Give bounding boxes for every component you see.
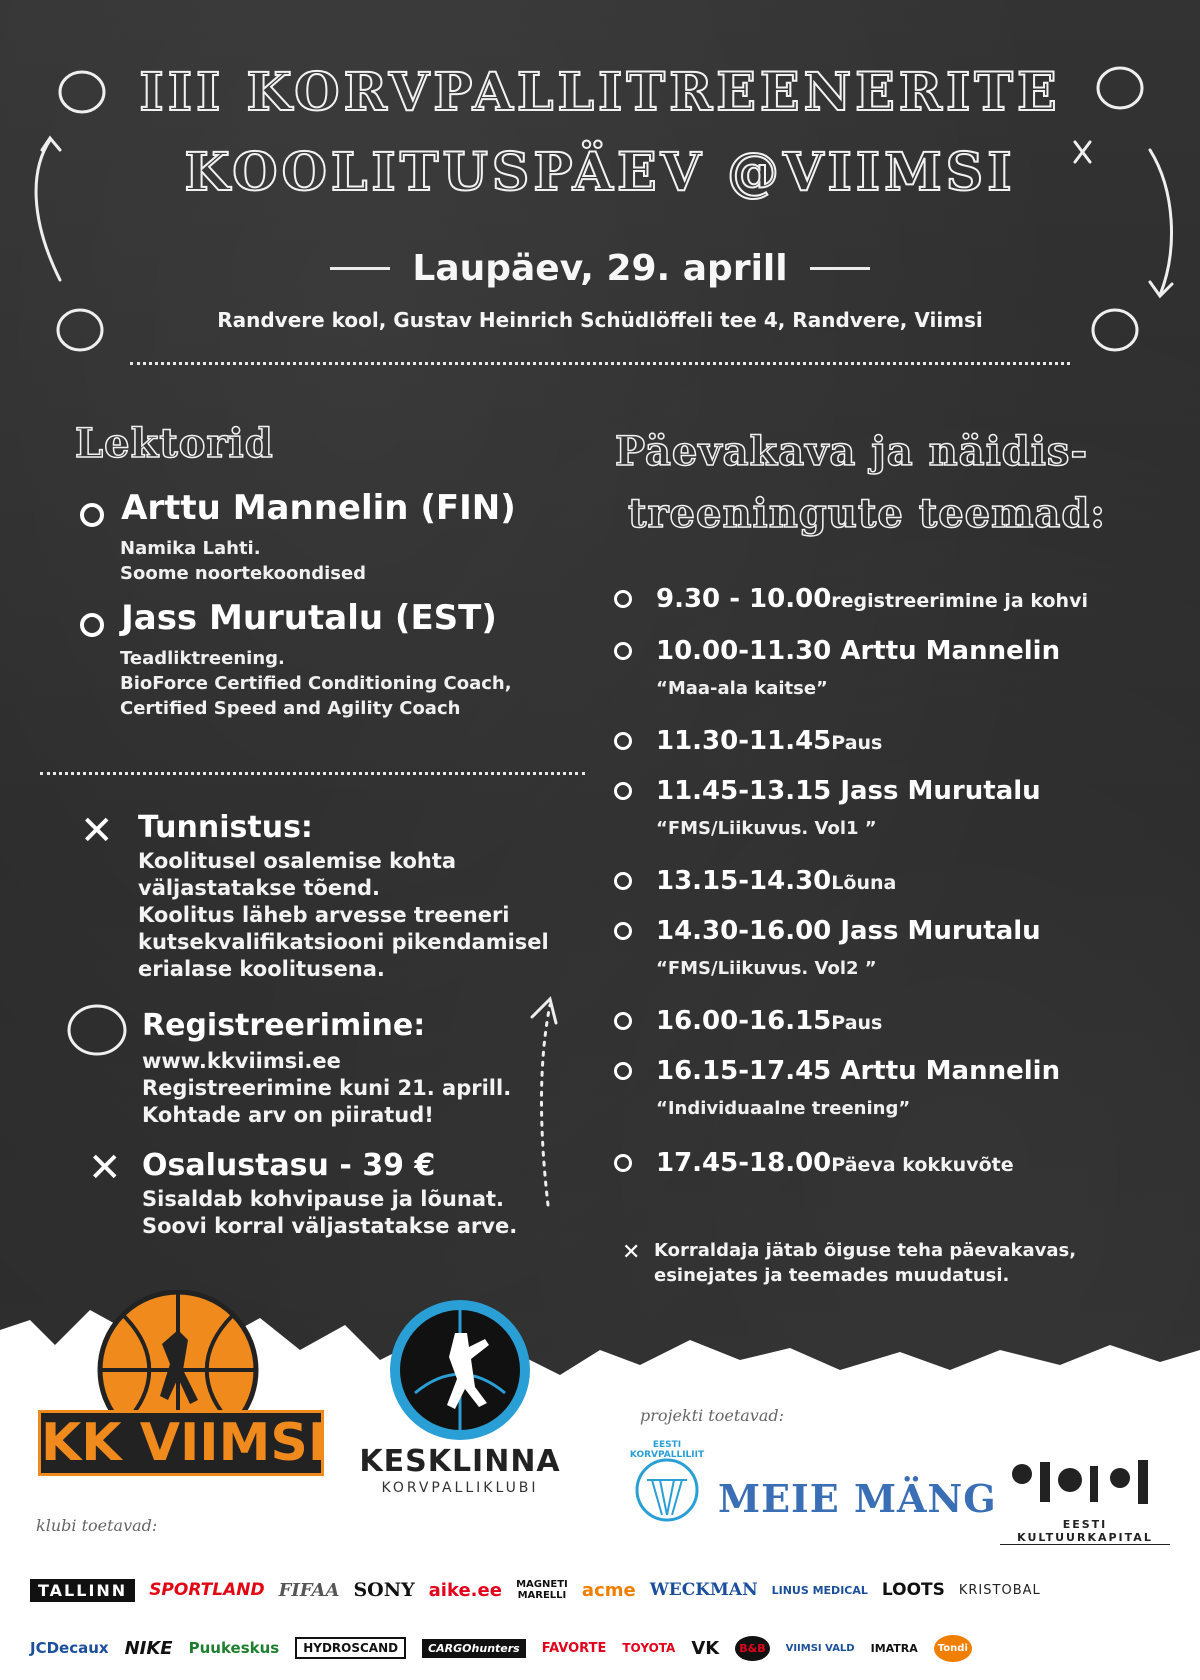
sponsor-logo[interactable]: LINUS MEDICAL <box>771 1583 868 1597</box>
ekl-name: EESTI KORVPALLILIIT <box>629 1440 705 1460</box>
lecturer-2-desc <box>120 646 512 721</box>
sponsor-logo[interactable]: LOOTS <box>881 1580 945 1600</box>
schedule-activity: Lõuna <box>831 872 897 894</box>
kesklinna-sub: KORVPALLIKLUBI <box>381 1480 539 1496</box>
lecturer-2 <box>80 598 497 638</box>
certificate-text <box>138 848 549 983</box>
schedule-topic: “Maa-ala kaitse” <box>656 678 828 699</box>
kulturkapital-logo[interactable] <box>1000 1452 1170 1542</box>
certificate-line: väljastatakse tõend. <box>138 876 381 900</box>
circle-bullet-icon <box>614 590 632 608</box>
schedule-topic: “FMS/Liikuvus. Vol1 ” <box>656 818 877 839</box>
kk-viimsi-logo[interactable] <box>28 1290 328 1480</box>
schedule-time: 11.45-13.15 Jass Murutalu <box>656 776 1041 806</box>
x-mark-icon: ✕ <box>88 1145 122 1191</box>
note-line: Korraldaja jätab õiguse teha päevakavas, <box>654 1240 1077 1261</box>
schedule-time: 16.00-16.15 <box>656 1006 832 1036</box>
sponsor-logo[interactable]: Puukeskus <box>188 1639 280 1657</box>
chalk-circle-icon <box>62 1000 132 1060</box>
lecturer-1 <box>80 488 516 528</box>
sponsor-logo[interactable]: aike.ee <box>428 1579 502 1601</box>
circle-bullet-icon <box>614 732 632 750</box>
certificate-title: Tunnistus: <box>138 810 313 845</box>
kulturkapital-name: EESTI KULTUURKAPITAL <box>1000 1518 1170 1545</box>
schedule-activity: Päeva kokkuvõte <box>831 1154 1014 1176</box>
schedule-item <box>614 916 1041 946</box>
lecturer-2-desc-line2: BioForce Certified Conditioning Coach, <box>120 673 512 694</box>
sponsor-logo[interactable]: TALLINN <box>30 1579 135 1602</box>
sponsor-logo[interactable]: SONY <box>353 1579 415 1601</box>
lecturer-1-desc-line2: Soome noortekoondised <box>120 563 367 584</box>
sponsor-row-1 <box>30 1572 1180 1608</box>
sponsor-logo[interactable]: SPORTLAND <box>149 1580 265 1600</box>
schedule-time: 13.15-14.30 <box>656 866 832 896</box>
sponsor-logo[interactable]: Tondi <box>934 1635 972 1662</box>
date-text: Laupäev, 29. aprill <box>412 248 788 289</box>
lecturer-2-desc-line1: Teadliktreening. <box>120 648 285 669</box>
schedule-time: 14.30-16.00 Jass Murutalu <box>656 916 1041 946</box>
kesklinna-name: KESKLINNA <box>359 1444 561 1479</box>
x-mark-icon: ✕ <box>80 808 114 854</box>
circle-bullet-icon <box>80 503 104 527</box>
circle-bullet-icon <box>614 922 632 940</box>
sponsor-logo[interactable]: B&B <box>735 1636 769 1661</box>
schedule-item <box>614 636 1060 666</box>
schedule-topic: “FMS/Liikuvus. Vol2 ” <box>656 958 877 979</box>
kk-viimsi-wordmark: KK VIIMSI <box>38 1410 324 1476</box>
schedule-item <box>614 726 882 756</box>
fee-line: Soovi korral väljastatakse arve. <box>142 1214 518 1238</box>
registration-line: Registreerimine kuni 21. aprill. <box>142 1076 512 1100</box>
meie-mang-logo[interactable]: MEIE MÄNG <box>718 1476 997 1521</box>
schedule-topic: “Individuaalne treening” <box>656 1098 911 1119</box>
project-sponsors-label: projekti toetavad: <box>640 1406 784 1425</box>
registration-link[interactable]: www.kkviimsi.ee <box>142 1049 341 1073</box>
dash-left <box>330 267 390 270</box>
registration-text <box>142 1048 511 1129</box>
circle-bullet-icon <box>614 1062 632 1080</box>
sponsor-logo[interactable]: IMATRA <box>870 1641 918 1655</box>
sponsor-logo[interactable]: acme <box>581 1579 636 1601</box>
schedule-item <box>614 866 896 896</box>
title-line-2: KOOLITUSPÄEV @VIIMSI <box>184 142 1016 203</box>
venue-address: Randvere kool, Gustav Heinrich Schüdlöffeli tee 4, Randvere, Viimsi <box>217 308 983 332</box>
x-mark-icon: ✕ <box>622 1240 641 1265</box>
sponsor-logo[interactable]: MAGNETI MARELLI <box>516 1579 568 1601</box>
event-date <box>0 248 1200 289</box>
sponsor-logo[interactable]: CARGOhunters <box>422 1639 526 1658</box>
circle-bullet-icon <box>80 613 104 637</box>
sponsor-logo[interactable]: VK <box>691 1637 720 1659</box>
circle-bullet-icon <box>614 1154 632 1172</box>
sponsor-logo[interactable]: WECKMAN <box>649 1580 758 1600</box>
schedule-time: 10.00-11.30 Arttu Mannelin <box>656 636 1061 666</box>
schedule-item <box>614 1148 1014 1178</box>
registration-line: Kohtade arv on piiratud! <box>142 1103 434 1127</box>
basketball-player-icon <box>355 1298 565 1448</box>
circle-bullet-icon <box>614 872 632 890</box>
sponsor-logo[interactable]: HYDROSCAND <box>295 1637 406 1659</box>
circle-bullet-icon <box>614 642 632 660</box>
sponsor-logo[interactable]: NIKE <box>124 1637 173 1659</box>
sponsor-logo[interactable]: VIIMSI VALD <box>785 1642 855 1654</box>
fee-line: Sisaldab kohvipause ja lõunat. <box>142 1187 505 1211</box>
schedule-time: 16.15-17.45 Arttu Mannelin <box>656 1056 1061 1086</box>
registration-title: Registreerimine: <box>142 1008 426 1043</box>
schedule-item <box>614 776 1041 806</box>
sponsor-logo[interactable]: FAVORTE <box>541 1640 607 1656</box>
sponsor-logo[interactable]: JCDecaux <box>30 1639 109 1657</box>
schedule-activity: Paus <box>831 1012 883 1034</box>
schedule-item <box>614 1006 882 1036</box>
lecturer-1-name: Arttu Mannelin (FIN) <box>121 488 516 528</box>
sponsor-logo[interactable]: KRISTOBAL <box>958 1582 1041 1598</box>
sponsor-logo[interactable]: FIFAA <box>278 1579 340 1601</box>
schedule-activity: registreerimine ja kohvi <box>831 590 1088 612</box>
lecturer-2-name: Jass Murutalu (EST) <box>121 598 497 638</box>
circle-bullet-icon <box>614 782 632 800</box>
club-sponsors-label: klubi toetavad: <box>36 1516 158 1535</box>
lecturer-1-desc <box>120 536 366 586</box>
schedule-time: 11.30-11.45 <box>656 726 832 756</box>
kesklinna-logo[interactable] <box>355 1298 565 1498</box>
certificate-line: erialase koolitusena. <box>138 957 385 981</box>
certificate-line: kutsekvalifikatsiooni pikendamisel <box>138 930 549 954</box>
header-divider <box>130 362 1070 365</box>
schedule-item <box>614 1056 1060 1086</box>
schedule-heading-1: Päevakava ja näidis- <box>615 428 1089 475</box>
sponsor-row-2 <box>30 1628 1180 1668</box>
title-line-1: III KORVPALLITREENERITE <box>139 62 1061 123</box>
fee-title: Osalustasu - 39 € <box>142 1148 436 1183</box>
circle-bullet-icon <box>614 1012 632 1030</box>
dotted-arrow-icon <box>510 985 560 1215</box>
left-divider <box>40 772 585 775</box>
lecturer-2-desc-line3: Certified Speed and Agility Coach <box>120 698 461 719</box>
schedule-activity: Paus <box>831 732 883 754</box>
schedule-time: 17.45-18.00 <box>656 1148 832 1178</box>
eesti-korvpalliliit-logo[interactable] <box>622 1440 712 1530</box>
fee-text <box>142 1186 517 1240</box>
note-line: esinejates ja teemades muudatusi. <box>654 1265 1010 1286</box>
certificate-line: Koolitus läheb arvesse treeneri <box>138 903 510 927</box>
sponsor-logo[interactable]: TOYOTA <box>622 1641 676 1655</box>
schedule-time: 9.30 - 10.00 <box>656 584 832 614</box>
certificate-line: Koolitusel osalemise kohta <box>138 849 457 873</box>
dash-right <box>810 267 870 270</box>
lecturer-1-desc-line1: Namika Lahti. <box>120 538 261 559</box>
culture-figures-icon <box>1000 1452 1170 1512</box>
schedule-item <box>614 584 1088 614</box>
lecturers-heading: Lektorid <box>75 420 274 467</box>
schedule-heading-2: treeningute teemad: <box>628 490 1107 537</box>
